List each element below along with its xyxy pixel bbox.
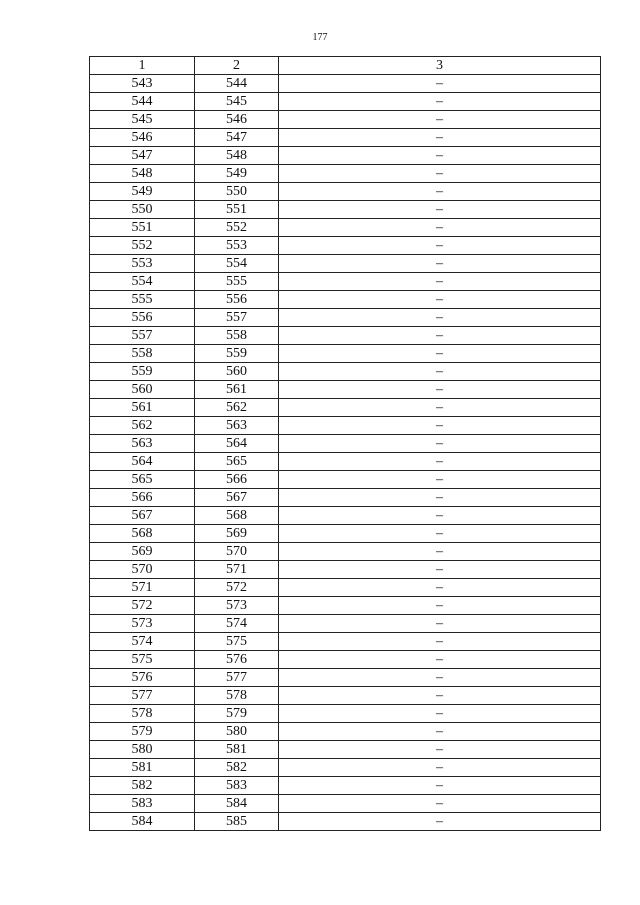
table-cell: 547 (90, 147, 195, 165)
table-cell: 584 (90, 813, 195, 831)
table-cell: 543 (90, 75, 195, 93)
table-row (90, 111, 601, 129)
table-row (90, 381, 601, 399)
table-row (90, 417, 601, 435)
table-row (90, 579, 601, 597)
table-row (90, 435, 601, 453)
table-cell: – (279, 345, 601, 363)
table-cell: 546 (90, 129, 195, 147)
table-cell: – (279, 309, 601, 327)
table-cell: – (279, 705, 601, 723)
table-cell: – (279, 633, 601, 651)
column-header: 3 (279, 57, 601, 75)
table-row (90, 363, 601, 381)
table-cell: 572 (195, 579, 279, 597)
table-cell: 560 (195, 363, 279, 381)
table-cell: – (279, 453, 601, 471)
table-cell: 555 (195, 273, 279, 291)
table-row (90, 237, 601, 255)
table-cell: – (279, 93, 601, 111)
table-cell: 565 (195, 453, 279, 471)
table-cell: – (279, 399, 601, 417)
table-cell: 558 (90, 345, 195, 363)
table-cell: 554 (195, 255, 279, 273)
table-cell: – (279, 75, 601, 93)
column-header: 1 (90, 57, 195, 75)
table-cell: – (279, 669, 601, 687)
table-cell: – (279, 147, 601, 165)
table-cell: 560 (90, 381, 195, 399)
table-cell: – (279, 759, 601, 777)
table-cell: 585 (195, 813, 279, 831)
table-cell: 567 (195, 489, 279, 507)
table-row (90, 399, 601, 417)
table-cell: – (279, 597, 601, 615)
table-cell: 566 (90, 489, 195, 507)
table-cell: 554 (90, 273, 195, 291)
table-cell: – (279, 381, 601, 399)
table-cell: 559 (90, 363, 195, 381)
table-cell: 581 (90, 759, 195, 777)
table-cell: 583 (195, 777, 279, 795)
table-cell: 579 (90, 723, 195, 741)
table-cell: 577 (195, 669, 279, 687)
table-cell: 562 (195, 399, 279, 417)
table-cell: 584 (195, 795, 279, 813)
table-row (90, 183, 601, 201)
table-row (90, 129, 601, 147)
table-row (90, 93, 601, 111)
table-row (90, 219, 601, 237)
table-row (90, 759, 601, 777)
table-row (90, 147, 601, 165)
table-row (90, 489, 601, 507)
table-cell: – (279, 327, 601, 345)
table-cell: – (279, 651, 601, 669)
table-cell: 569 (195, 525, 279, 543)
page-number: 177 (312, 32, 328, 43)
table-row (90, 669, 601, 687)
table-cell: 568 (195, 507, 279, 525)
table-cell: – (279, 417, 601, 435)
table-cell: 545 (90, 111, 195, 129)
table-cell: 551 (90, 219, 195, 237)
table-cell: – (279, 273, 601, 291)
table-header-row (90, 57, 601, 75)
table-body (90, 75, 601, 831)
table-cell: 574 (90, 633, 195, 651)
table-cell: 581 (195, 741, 279, 759)
table-cell: 571 (90, 579, 195, 597)
table-row (90, 651, 601, 669)
table-cell: – (279, 561, 601, 579)
table-cell: 545 (195, 93, 279, 111)
table-cell: 564 (90, 453, 195, 471)
table-cell: 548 (195, 147, 279, 165)
table-row (90, 543, 601, 561)
table-cell: 553 (90, 255, 195, 273)
table-cell: 572 (90, 597, 195, 615)
table-row (90, 615, 601, 633)
table-cell: 580 (90, 741, 195, 759)
table-cell: 559 (195, 345, 279, 363)
table-cell: 549 (90, 183, 195, 201)
table-cell: 553 (195, 237, 279, 255)
table-cell: – (279, 777, 601, 795)
table-cell: 583 (90, 795, 195, 813)
table-row (90, 525, 601, 543)
table-cell: 552 (90, 237, 195, 255)
table-cell: – (279, 219, 601, 237)
table-cell: – (279, 723, 601, 741)
table-row (90, 291, 601, 309)
table-row (90, 201, 601, 219)
table-cell: 571 (195, 561, 279, 579)
table-cell: 556 (90, 309, 195, 327)
table-row (90, 507, 601, 525)
table-cell: 578 (90, 705, 195, 723)
table-cell: – (279, 525, 601, 543)
table-cell: – (279, 507, 601, 525)
table-cell: 565 (90, 471, 195, 489)
table-cell: 544 (195, 75, 279, 93)
table-cell: 557 (90, 327, 195, 345)
table-cell: 561 (90, 399, 195, 417)
table-cell: 580 (195, 723, 279, 741)
table-cell: – (279, 111, 601, 129)
table-cell: 575 (195, 633, 279, 651)
table-cell: 544 (90, 93, 195, 111)
table-cell: – (279, 255, 601, 273)
table-cell: 549 (195, 165, 279, 183)
table-cell: – (279, 615, 601, 633)
table-cell: 546 (195, 111, 279, 129)
table-row (90, 741, 601, 759)
table-cell: 576 (90, 669, 195, 687)
table-cell: 578 (195, 687, 279, 705)
table-row (90, 597, 601, 615)
table-cell: – (279, 363, 601, 381)
table-cell: 558 (195, 327, 279, 345)
table-row (90, 75, 601, 93)
table-row (90, 255, 601, 273)
table-cell: 582 (90, 777, 195, 795)
table-cell: 568 (90, 525, 195, 543)
table-cell: 563 (195, 417, 279, 435)
table-cell: 573 (90, 615, 195, 633)
table-row (90, 273, 601, 291)
table-cell: 561 (195, 381, 279, 399)
table-cell: – (279, 291, 601, 309)
table-row (90, 453, 601, 471)
table-cell: 555 (90, 291, 195, 309)
table-cell: – (279, 471, 601, 489)
table-row (90, 561, 601, 579)
table-row (90, 471, 601, 489)
table-row (90, 723, 601, 741)
table-cell: 570 (195, 543, 279, 561)
table-cell: – (279, 201, 601, 219)
table-cell: 574 (195, 615, 279, 633)
table-cell: 567 (90, 507, 195, 525)
table-cell: 550 (90, 201, 195, 219)
table-cell: – (279, 813, 601, 831)
data-table (89, 56, 601, 831)
table-cell: 564 (195, 435, 279, 453)
table-cell: – (279, 795, 601, 813)
table-cell: 563 (90, 435, 195, 453)
table-cell: 575 (90, 651, 195, 669)
table-cell: 550 (195, 183, 279, 201)
table-row (90, 345, 601, 363)
table-cell: 548 (90, 165, 195, 183)
table-row (90, 795, 601, 813)
table-cell: 569 (90, 543, 195, 561)
table-cell: 557 (195, 309, 279, 327)
table-row (90, 705, 601, 723)
table-cell: – (279, 165, 601, 183)
table-row (90, 777, 601, 795)
table-cell: – (279, 237, 601, 255)
table-row (90, 633, 601, 651)
table-row (90, 309, 601, 327)
table-row (90, 327, 601, 345)
table-row (90, 687, 601, 705)
table-cell: 579 (195, 705, 279, 723)
table-cell: – (279, 489, 601, 507)
table-cell: – (279, 129, 601, 147)
table-cell: 577 (90, 687, 195, 705)
table-cell: 551 (195, 201, 279, 219)
table-cell: – (279, 741, 601, 759)
table-cell: 576 (195, 651, 279, 669)
table-row (90, 165, 601, 183)
table-cell: 573 (195, 597, 279, 615)
table-row (90, 813, 601, 831)
table-cell: – (279, 435, 601, 453)
table-cell: 562 (90, 417, 195, 435)
table-cell: – (279, 543, 601, 561)
table-cell: 552 (195, 219, 279, 237)
table-cell: 566 (195, 471, 279, 489)
table-cell: – (279, 579, 601, 597)
table-cell: 556 (195, 291, 279, 309)
table-cell: 582 (195, 759, 279, 777)
table-cell: – (279, 183, 601, 201)
column-header: 2 (195, 57, 279, 75)
table-cell: – (279, 687, 601, 705)
table-cell: 547 (195, 129, 279, 147)
table-cell: 570 (90, 561, 195, 579)
